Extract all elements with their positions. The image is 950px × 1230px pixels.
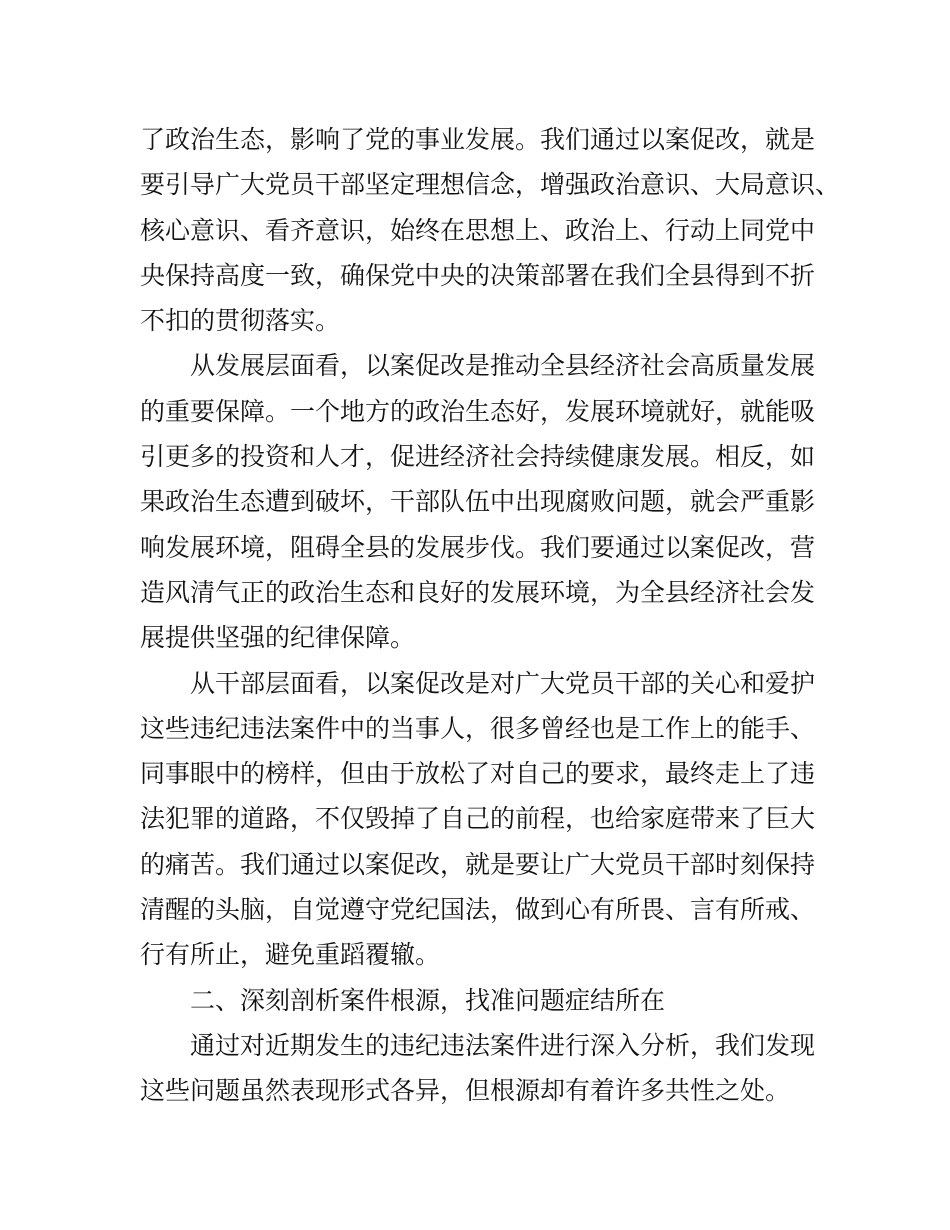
document-page [140,117,841,1114]
text-line: 核心意识、看齐意识，始终在思想上、政治上、行动上同党中 [140,215,816,245]
text-line: 法犯罪的道路，不仅毁掉了自己的前程，也给家庭带来了巨大 [140,804,816,834]
text-line: 的痛苦。我们通过以案促改，就是要让广大党员干部时刻保持 [140,849,816,879]
text-line: 响发展环境，阻碍全县的发展步伐。我们要通过以案促改，营 [140,532,816,562]
text-line: 同事眼中的榜样，但由于放松了对自己的要求，最终走上了违 [140,759,816,789]
text-line: 引更多的投资和人才，促进经济社会持续健康发展。相反，如 [140,442,816,472]
paragraph [140,117,841,343]
text-line: 行有所止，避免重蹈覆辙。 [140,940,441,970]
text-line: 通过对近期发生的违纪违法案件进行深入分析，我们发现 [190,1030,816,1060]
text-line: 展提供坚强的纪律保障。 [140,623,416,653]
text-line: 这些违纪违法案件中的当事人，很多曾经也是工作上的能手、 [140,713,816,743]
text-line: 央保持高度一致，确保党中央的决策部署在我们全县得到不折 [140,260,816,290]
text-line: 从发展层面看，以案促改是推动全县经济社会高质量发展 [190,351,816,381]
text-line: 清醒的头脑，自觉遵守党纪国法，做到心有所畏、言有所戒、 [140,895,816,925]
text-line: 造风清气正的政治生态和良好的发展环境，为全县经济社会发 [140,577,816,607]
paragraph [140,661,816,978]
text-line: 了政治生态，影响了党的事业发展。我们通过以案促改，就是 [140,125,816,154]
section-heading [140,978,812,1023]
text-line: 不扣的贯彻落实。 [140,306,341,336]
text-line: 二、深刻剖析案件根源，找准问题症结所在 [190,985,666,1015]
text-line: 果政治生态遭到破坏，干部队伍中出现腐败问题，就会严重影 [140,487,816,517]
paragraph [140,343,816,660]
text-line: 从干部层面看，以案促改是对广大党员干部的关心和爱护 [190,668,816,698]
text-line: 的重要保障。一个地方的政治生态好，发展环境就好，就能吸 [140,396,816,426]
text-line: 这些问题虽然表现形式各异，但根源却有着许多共性之处。 [140,1076,791,1106]
paragraph [140,1023,816,1114]
text-line: 要引导广大党员干部坚定理想信念，增强政治意识、大局意识、 [140,170,841,200]
